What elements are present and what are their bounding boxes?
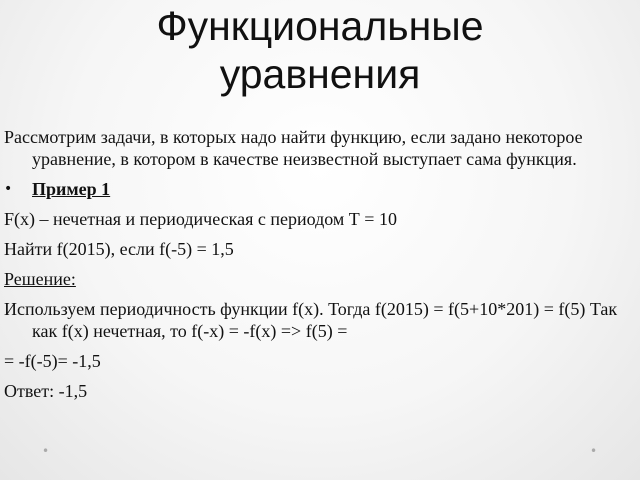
solution-paragraph: Используем периодичность функции f(x). Тогда f(2015) = f(5+10*201) = f(5) Так как f(x) нечетная, то f(-x) = -f(x) => f(5) = bbox=[4, 299, 618, 341]
slide-body bbox=[4, 126, 634, 410]
solution-label-paragraph bbox=[4, 268, 634, 290]
next-slide-icon[interactable]: • bbox=[590, 444, 598, 458]
slide-title bbox=[0, 2, 640, 98]
solution-label: Решение: bbox=[4, 269, 76, 289]
intro-paragraph: Рассмотрим задачи, в которых надо найти функцию, если задано некоторое уравнение, в котором в качестве неизвестной выступает сама функция. bbox=[4, 127, 583, 169]
answer-paragraph: Ответ: -1,5 bbox=[4, 381, 88, 401]
title-line-2: уравнения bbox=[219, 51, 421, 97]
example-heading: Пример 1 bbox=[32, 179, 111, 199]
bullet-icon: • bbox=[4, 181, 13, 197]
task-paragraph: Найти f(2015), если f(-5) = 1,5 bbox=[4, 239, 234, 259]
previous-slide-icon[interactable]: • bbox=[42, 444, 50, 458]
title-line-1: Функциональные bbox=[156, 3, 484, 49]
solution-continued-paragraph: = -f(-5)= -1,5 bbox=[4, 351, 101, 371]
condition-paragraph: F(x) – нечетная и периодическая с периодом Т = 10 bbox=[4, 209, 397, 229]
example-heading-item bbox=[4, 178, 634, 200]
